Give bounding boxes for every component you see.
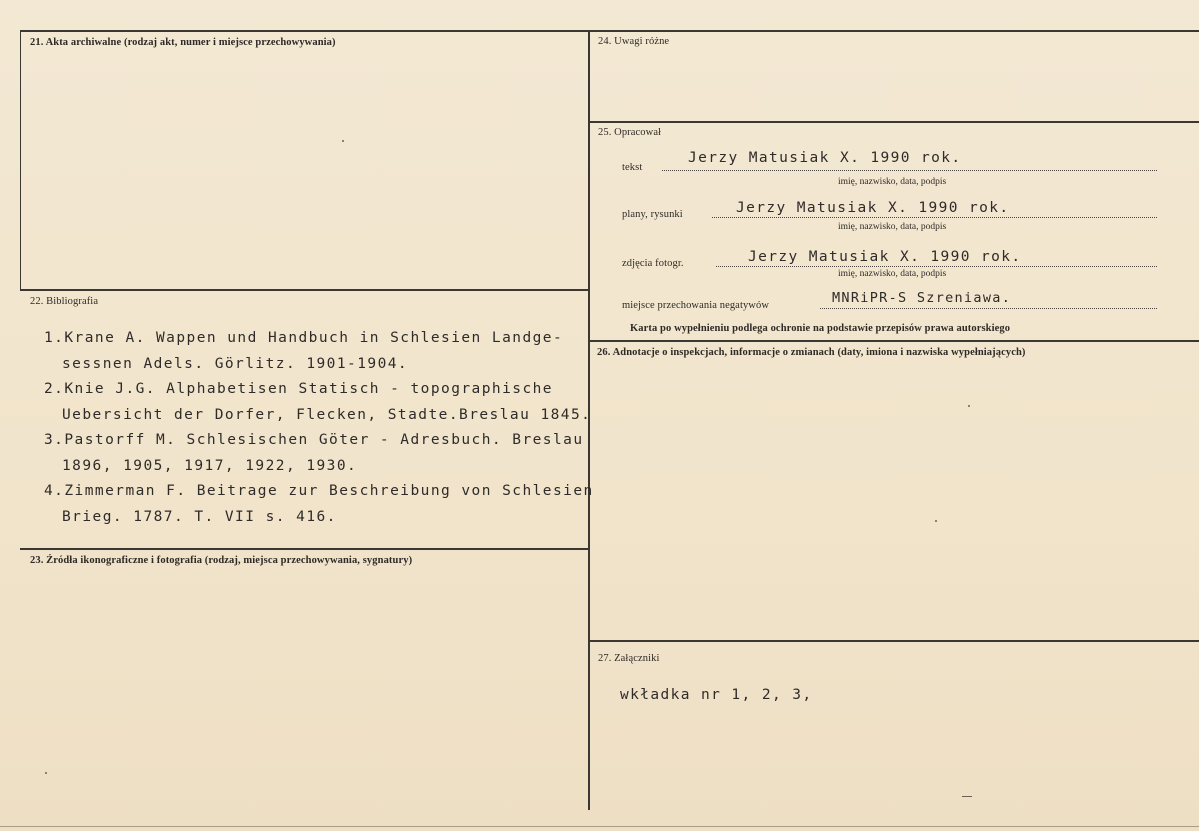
bibliography-line: Brieg. 1787. T. VII s. 416. <box>62 508 337 525</box>
zdjecia-caption: imię, nazwisko, data, podpis <box>838 269 947 279</box>
bottom-border <box>0 826 1199 827</box>
bibliography-line: 4.Zimmerman F. Beitrage zur Beschreibung von Schlesien <box>44 483 594 499</box>
paper-speck <box>45 772 47 774</box>
bibliography-line: 2.Knie J.G. Alphabetisen Statisch - topographische <box>44 381 553 397</box>
bibliography-line: 3.Pastorff M. Schlesischen Göter - Adresbuch. Breslau <box>44 432 584 448</box>
negatywy-dotted-line <box>820 308 1157 309</box>
tekst-label: tekst <box>622 162 643 173</box>
paper-speck <box>962 796 972 797</box>
plany-label: plany, rysunki <box>622 209 683 220</box>
section-25-label: 25. Opracował <box>598 127 662 138</box>
section-21-label: 21. Akta archiwalne (rodzaj akt, numer i miejsce przechowywania) <box>30 37 336 48</box>
divider-22-23 <box>20 548 589 550</box>
paper-speck <box>968 405 970 407</box>
plany-caption: imię, nazwisko, data, podpis <box>838 222 947 232</box>
zdjecia-dotted-line <box>716 266 1157 267</box>
copyright-note: Karta po wypełnieniu podlega ochronie na podstawie przepisów prawa autorskiego <box>630 323 1011 334</box>
section-22-label: 22. Bibliografia <box>30 296 99 307</box>
zdjecia-value: Jerzy Matusiak X. 1990 rok. <box>748 249 1022 265</box>
divider-21-22 <box>20 289 589 291</box>
bibliography-line: 1896, 1905, 1917, 1922, 1930. <box>62 457 358 474</box>
paper-speck <box>935 520 937 522</box>
bibliography-line: Uebersicht der Dorfer, Flecken, Stadte.Breslau 1845. <box>62 406 592 423</box>
left-border <box>20 30 21 290</box>
zdjecia-label: zdjęcia fotogr. <box>622 258 684 269</box>
section-23-label: 23. Źródła ikonograficzne i fotografia (rodzaj, miejsca przechowywania, sygnatury) <box>30 555 413 566</box>
divider-26-27 <box>590 640 1199 642</box>
tekst-value: Jerzy Matusiak X. 1990 rok. <box>688 150 962 166</box>
section-24-label: 24. Uwagi różne <box>598 36 670 47</box>
bibliography-line: sessnen Adels. Görlitz. 1901-1904. <box>62 355 409 372</box>
divider-24-25 <box>590 121 1199 123</box>
bibliography-line: 1.Krane A. Wappen und Handbuch in Schlesien Landge- <box>44 330 564 346</box>
tekst-caption: imię, nazwisko, data, podpis <box>838 177 947 187</box>
paper-speck <box>342 140 344 142</box>
plany-dotted-line <box>712 217 1157 218</box>
tekst-dotted-line <box>662 170 1157 171</box>
negatywy-value: MNRiPR-S Szreniawa. <box>832 290 1012 306</box>
section-26-label: 26. Adnotacje o inspekcjach, informacje o zmianach (daty, imiona i nazwiska wypełniających) <box>597 347 1026 358</box>
section-27-label: 27. Załączniki <box>598 653 660 664</box>
attachments-value: wkładka nr 1, 2, 3, <box>620 687 813 703</box>
plany-value: Jerzy Matusiak X. 1990 rok. <box>736 200 1010 216</box>
bibliography-list <box>44 326 594 530</box>
top-border <box>20 30 1199 32</box>
divider-25-26 <box>590 340 1199 342</box>
negatywy-label: miejsce przechowania negatywów <box>622 300 770 311</box>
